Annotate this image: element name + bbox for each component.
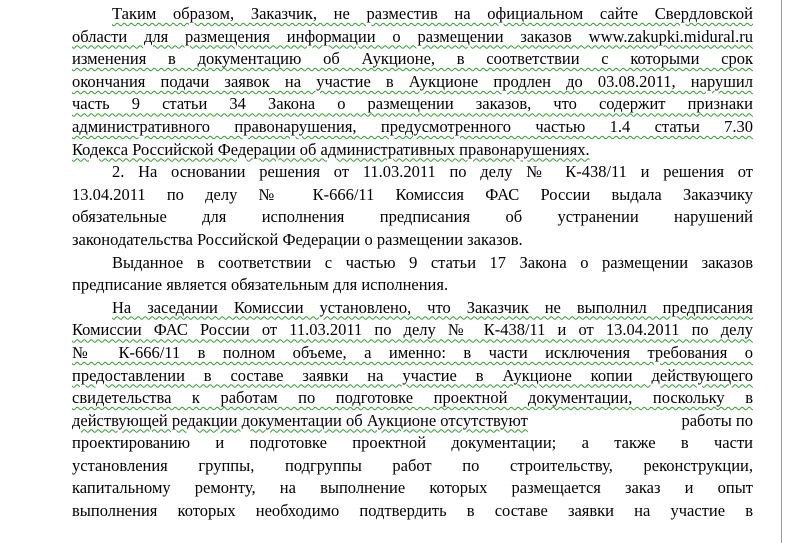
text-line: обязательные для исполнения предписания об устранении нарушений <box>72 207 753 227</box>
text-line: области для размещения информации о размещении заказов www.zakupki.midural.ru <box>72 26 753 46</box>
paragraph-1 <box>72 3 753 161</box>
paragraph-4 <box>72 297 753 523</box>
paragraph-2 <box>72 161 753 251</box>
text-line: окончания подачи заявок на участие в Аукционе продлен до 03.08.2011, нарушил <box>72 71 753 91</box>
text-line: законодательства Российской Федерации о размещении заказов. <box>72 229 523 249</box>
text-line-plain-part: работы по <box>681 410 753 430</box>
text-line: Таким образом, Заказчик, не разместив на официальном сайте Свердловской <box>112 4 753 23</box>
text-line: изменения в документацию об Аукционе, в соответствии с которыми срок <box>72 49 753 69</box>
page-right-edge <box>781 0 782 543</box>
text-line-underlined-part: действующей редакции документации об Аукционе отсутствуют <box>72 410 528 430</box>
text-line: Кодекса Российской Федерации об административных правонарушениях. <box>72 139 590 159</box>
document-page <box>72 3 753 523</box>
text-line: На заседании Комиссии установлено, что Заказчик не выполнил предписания <box>112 297 753 317</box>
text-line: предоставлении в составе заявки на участие в Аукционе копии действующего <box>72 365 753 385</box>
text-line: свидетельства к работам по подготовке проектной документации, поскольку в <box>72 388 753 408</box>
text-line: Комиссии ФАС России от 11.03.2011 по делу № К-438/11 и от 13.04.2011 по делу <box>72 320 753 340</box>
text-line: установления группы, подгруппы работ по строительству, реконструкции, <box>72 455 753 475</box>
text-line: капитальному ремонту, на выполнение которых размещается заказ и опыт <box>72 478 753 498</box>
text-line: административного правонарушения, предусмотренного частью 1.4 статьи 7.30 <box>72 116 753 136</box>
text-line: часть 9 статьи 34 Закона о размещении заказов, что содержит признаки <box>72 94 753 114</box>
paragraph-3 <box>72 252 753 297</box>
text-line: выполнения которых необходимо подтвердить в составе заявки на участие в <box>72 501 753 521</box>
text-line-mixed <box>72 410 753 433</box>
text-line: проектированию и подготовке проектной документации; а также в части <box>72 433 753 453</box>
text-line: № К-666/11 в полном объеме, а именно: в части исключения требования о <box>72 342 753 362</box>
text-line: предписание является обязательным для исполнения. <box>72 275 449 295</box>
text-line: Выданное в соответствии с частью 9 статьи 17 Закона о размещении заказов <box>112 252 753 272</box>
text-line: 2. На основании решения от 11.03.2011 по делу № К-438/11 и решения от <box>112 162 753 182</box>
text-line: 13.04.2011 по делу № К-666/11 Комиссия ФАС России выдала Заказчику <box>72 184 753 204</box>
